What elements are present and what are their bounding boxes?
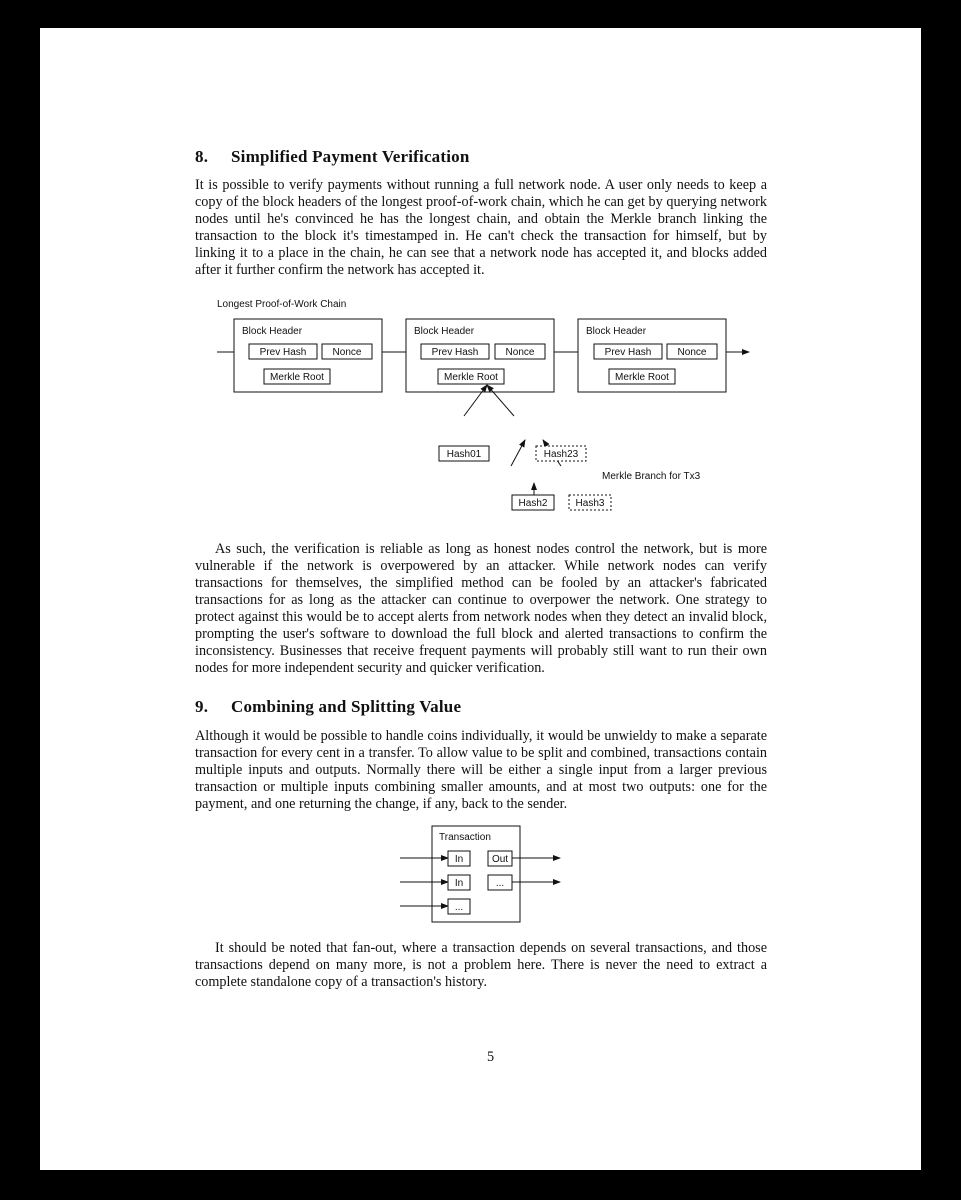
section-9-title: Combining and Splitting Value — [231, 697, 462, 716]
transaction-figure — [392, 822, 572, 926]
block-2-nonce: Nonce — [505, 347, 535, 358]
block-1-header-label: Block Header — [242, 326, 303, 337]
section-8-paragraph-1: It is possible to verify payments without running a full network node. A user only needs to keep a copy of the block headers of the longest proof-of-work chain, which he can get by querying network nodes until he's convinced he has the longest chain, and obtain the Merkle branch linking the transaction to the block it's timestamped in. He can't check the transaction for himself, but by linking it to a place in the chain, he can see that a network node has accepted it, and blocks added after it further confirm the network has accepted it. — [195, 177, 767, 278]
figure-1-caption: Longest Proof-of-Work Chain — [217, 299, 347, 310]
section-9-paragraph-1: Although it would be possible to handle coins individually, it would be unwieldy to make a separate transaction for every cent in a transfer. To allow value to be split and combined, transactions contain multiple inputs and outputs. Normally there will be either a single input from a larger previous transaction or multiple inputs combining smaller amounts, and at most two outputs: one for the payment, and one returning the change, if any, back to the sender. — [195, 728, 767, 812]
block-1-merkle-root: Merkle Root — [270, 372, 324, 383]
merkle-branch-label: Merkle Branch for Tx3 — [602, 471, 701, 482]
section-9-number: 9. — [195, 697, 209, 716]
block-2-merkle-root: Merkle Root — [444, 372, 498, 383]
block-3-prev-hash: Prev Hash — [604, 347, 652, 358]
arrow-hash2-to-hash23 — [511, 440, 525, 466]
block-1-nonce: Nonce — [332, 347, 362, 358]
hash3-label: Hash3 — [575, 498, 605, 509]
section-8-heading — [195, 146, 470, 168]
section-9-heading — [195, 696, 461, 718]
page-number: 5 — [486, 1049, 495, 1065]
section-8-number: 8. — [195, 147, 209, 166]
section-8-paragraph-2: As such, the verification is reliable as long as honest nodes control the network, but is more vulnerable if the network is overpowered by an attacker. While network nodes can verify transactions for themselves, the simplified method can be fooled by an attacker's fabricated transactions for as long as the attacker can continue to overpower the network. One strategy to protect against this would be to accept alerts from network nodes when they detect an invalid block, prompting the user's software to download the full block and alerted transactions to confirm the inconsistency. Businesses that receive frequent payments will probably still want to run their own nodes for more independent security and quicker verification. — [195, 541, 767, 676]
output-1-label: Out — [491, 854, 509, 865]
block-3 — [578, 319, 726, 392]
block-2-header-label: Block Header — [414, 326, 475, 337]
block-3-header-label: Block Header — [586, 326, 647, 337]
block-3-nonce: Nonce — [677, 347, 707, 358]
input-1-label: In — [454, 854, 464, 865]
paper-page — [40, 28, 921, 1170]
merkle-branch-figure — [212, 295, 762, 527]
block-1-prev-hash: Prev Hash — [259, 347, 307, 358]
hash23-label: Hash23 — [543, 449, 579, 460]
block-2 — [406, 319, 554, 392]
transaction-title: Transaction — [439, 832, 491, 843]
hash01-label: Hash01 — [446, 449, 482, 460]
input-3-label: ... — [454, 902, 464, 913]
block-1 — [234, 319, 382, 392]
block-2-prev-hash: Prev Hash — [431, 347, 479, 358]
section-9-paragraph-2: It should be noted that fan-out, where a transaction depends on several transactions, and those transactions depend on many more, is not a problem here. There is never the need to extract a complete standalone copy of a transaction's history. — [195, 940, 767, 990]
section-8-title: Simplified Payment Verification — [231, 147, 470, 166]
block-3-merkle-root: Merkle Root — [615, 372, 669, 383]
output-2-label: ... — [495, 878, 505, 889]
input-2-label: In — [454, 878, 464, 889]
hash2-label: Hash2 — [518, 498, 548, 509]
